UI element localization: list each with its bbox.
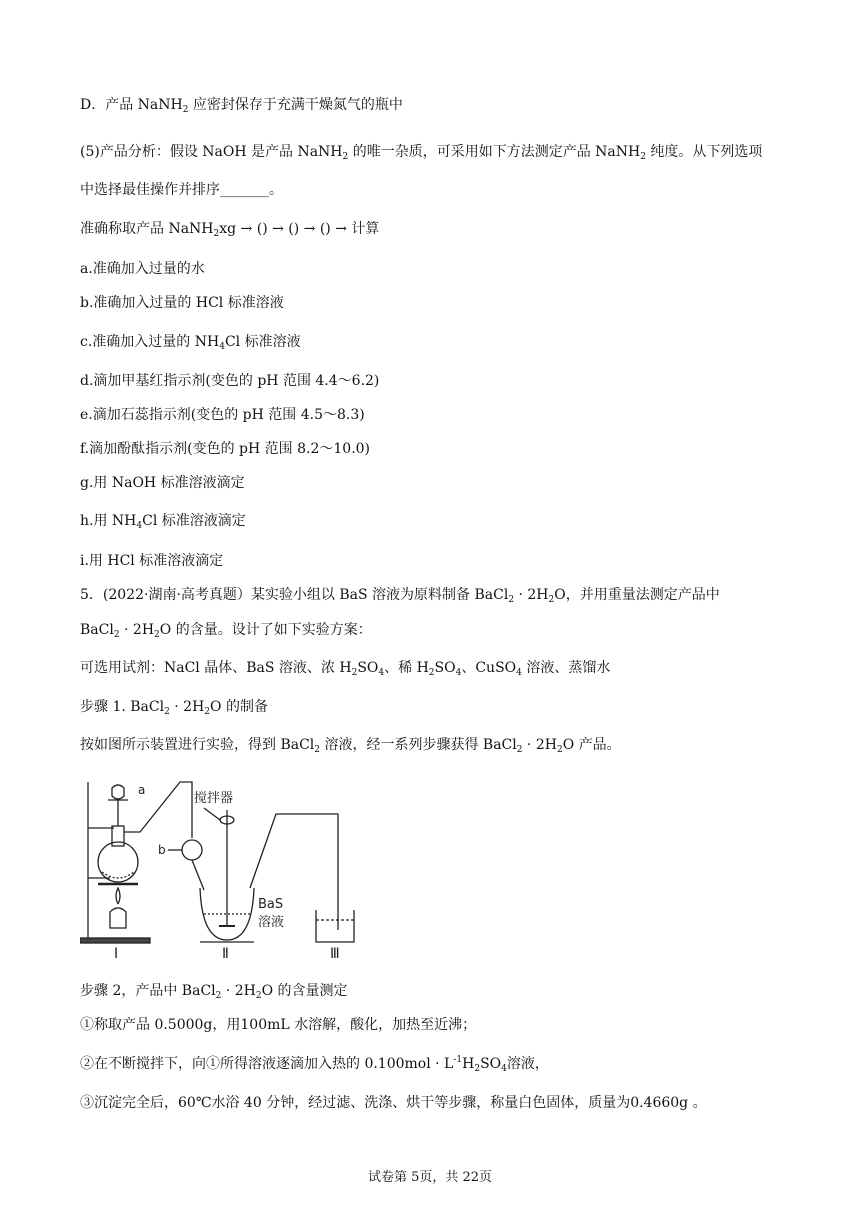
weighing-sequence	[80, 220, 379, 238]
question-5-header	[80, 586, 720, 604]
subscript: 4	[378, 668, 385, 678]
subscript: 2	[213, 229, 220, 239]
page-footer: 试卷第 5页，共 22页	[367, 1170, 493, 1185]
choice-i	[80, 552, 223, 570]
superscript: -1	[453, 1055, 463, 1065]
text: xg → () → () → () → 计算	[219, 221, 380, 237]
subscript: 2	[474, 1064, 481, 1074]
gas-tube-2	[250, 814, 338, 930]
beaker	[316, 910, 354, 942]
stand-base	[80, 938, 150, 943]
text: 步骤 2，产品中 BaCl	[80, 983, 216, 999]
text: 溶液，	[506, 1056, 549, 1072]
text: i.用 HCl 标准溶液滴定	[80, 553, 224, 569]
subscript: 4	[219, 342, 225, 352]
subscript: 2	[351, 668, 358, 678]
subscript: 2	[154, 630, 160, 640]
text: O 的含量测定	[261, 983, 348, 999]
choice-g	[80, 474, 245, 492]
subscript: 2	[164, 707, 170, 717]
text: 纯度。从下列选项	[645, 144, 763, 160]
text: b.准确加入过量的 HCl 标准溶液	[80, 295, 284, 311]
text: H	[462, 1056, 475, 1072]
step-2-title	[80, 982, 348, 1000]
subscript: 4	[501, 1064, 507, 1074]
text: 5．(2022·湖南·高考真题）某实验小组以 BaS 溶液为原料制备 BaCl	[80, 587, 509, 603]
choice-e	[80, 406, 365, 424]
flame	[116, 888, 120, 904]
text: 应密封保存于充满干燥氮气的瓶中	[188, 97, 403, 113]
text: · 2H	[522, 737, 557, 753]
sub-step-1	[80, 1016, 476, 1034]
label-stirrer: 搅拌器	[194, 791, 234, 806]
text: ②在不断搅拌下，向①所得溶液逐滴加入热的 0.100mol · L	[80, 1056, 454, 1072]
subscript: 2	[516, 745, 523, 755]
text: O 的含量。设计了如下实验方案：	[159, 622, 372, 638]
apparatus-figure	[80, 780, 370, 960]
text: 中选择最佳操作并排序_______。	[80, 182, 283, 198]
text: f.滴加酚酞指示剂(变色的 pH 范围 8.2～10.0)	[80, 441, 371, 457]
text: Cl 标准溶液滴定	[142, 513, 246, 529]
apparatus-diagram	[80, 780, 370, 960]
label-b: b	[158, 843, 166, 857]
text: · 2H	[221, 983, 256, 999]
drying-bulb	[182, 840, 202, 860]
choice-c	[80, 333, 301, 351]
text: d.滴加甲基红指示剂(变色的 pH 范围 4.4～6.2)	[80, 373, 380, 389]
subscript: 2	[314, 745, 321, 755]
label-a: a	[138, 783, 146, 797]
text: (5)产品分析：假设 NaOH 是产品 NaNH	[80, 144, 343, 160]
choice-a	[80, 260, 205, 278]
text: O，并用重量法测定产品中	[554, 587, 720, 603]
round-bottom-flask	[98, 842, 138, 882]
question-5-header-cont	[80, 621, 372, 639]
text: a.准确加入过量的水	[80, 261, 205, 277]
subscript: 2	[556, 745, 563, 755]
text: O 的制备	[210, 699, 268, 715]
text: 准确称取产品 NaNH	[80, 221, 214, 237]
subscript: 4	[516, 668, 522, 678]
label-roman-3: Ⅲ	[330, 946, 340, 960]
text: 可选用试剂：NaCl 晶体、BaS 溶液、浓 H	[80, 660, 352, 676]
choice-h	[80, 512, 246, 530]
label-roman-1: Ⅰ	[114, 946, 119, 960]
subscript: 2	[548, 595, 555, 605]
separatory-funnel	[112, 785, 124, 799]
text: · 2H	[119, 622, 155, 638]
choice-f	[80, 440, 370, 458]
text: SO	[357, 660, 379, 676]
label-stirrer-leader	[204, 808, 220, 820]
text: g.用 NaOH 标准溶液滴定	[80, 475, 245, 491]
subscript: 4	[455, 668, 462, 678]
text: 、稀 H	[384, 660, 429, 676]
label-bas: BaS	[258, 897, 284, 912]
question-5-analysis	[80, 143, 762, 161]
text: D．产品 NaNH	[80, 97, 183, 113]
subscript: 2	[508, 595, 515, 605]
question-5-analysis-cont	[80, 181, 283, 199]
subscript: 2	[255, 991, 262, 1001]
text: · 2H	[514, 587, 549, 603]
flask-contents	[102, 872, 134, 878]
text: e.滴加石蕊指示剂(变色的 pH 范围 4.5～8.3)	[80, 407, 365, 423]
text: c.准确加入过量的 NH	[80, 334, 220, 350]
step-1-title	[80, 698, 268, 716]
text: SO	[434, 660, 456, 676]
text: ①称取产品 0.5000g，用100mL 水溶解，酸化，加热至近沸；	[80, 1017, 477, 1033]
text: Cl 标准溶液	[224, 334, 301, 350]
label-roman-2: Ⅱ	[222, 946, 229, 960]
subscript: 2	[113, 630, 120, 640]
sub-step-3	[80, 1094, 707, 1112]
text: 、CuSO	[461, 660, 517, 676]
subscript: 2	[640, 152, 646, 162]
subscript: 2	[204, 707, 211, 717]
text: O 产品。	[562, 737, 621, 753]
text: 步骤 1. BaCl	[80, 699, 165, 715]
text: 的唯一杂质，可采用如下方法测定产品 NaNH	[348, 144, 641, 160]
choice-d	[80, 372, 379, 390]
text: 溶液、蒸馏水	[521, 660, 611, 676]
gas-tube-1	[124, 782, 192, 838]
alcohol-lamp	[110, 908, 126, 928]
option-d-line	[80, 96, 403, 114]
bulb-stem	[192, 860, 204, 890]
text: 按如图所示装置进行实验，得到 BaCl	[80, 737, 315, 753]
subscript: 2	[182, 105, 189, 115]
text: 溶液，经一系列步骤获得 BaCl	[320, 737, 517, 753]
text: BaCl	[80, 622, 114, 638]
label-solution: 溶液	[258, 915, 285, 930]
choice-b	[80, 294, 284, 312]
subscript: 4	[136, 521, 143, 531]
sub-step-2	[80, 1055, 549, 1073]
subscript: 2	[215, 991, 222, 1001]
reagents-line	[80, 659, 610, 677]
text: h.用 NH	[80, 513, 137, 529]
text: ③沉淀完全后，60℃水浴 40 分钟，经过滤、洗涤、烘干等步骤，称量白色固体，质量为0.4660g 。	[80, 1095, 707, 1111]
subscript: 2	[342, 152, 349, 162]
subscript: 2	[428, 668, 435, 678]
text: · 2H	[169, 699, 205, 715]
procedure-line	[80, 736, 621, 754]
text: SO	[480, 1056, 502, 1072]
